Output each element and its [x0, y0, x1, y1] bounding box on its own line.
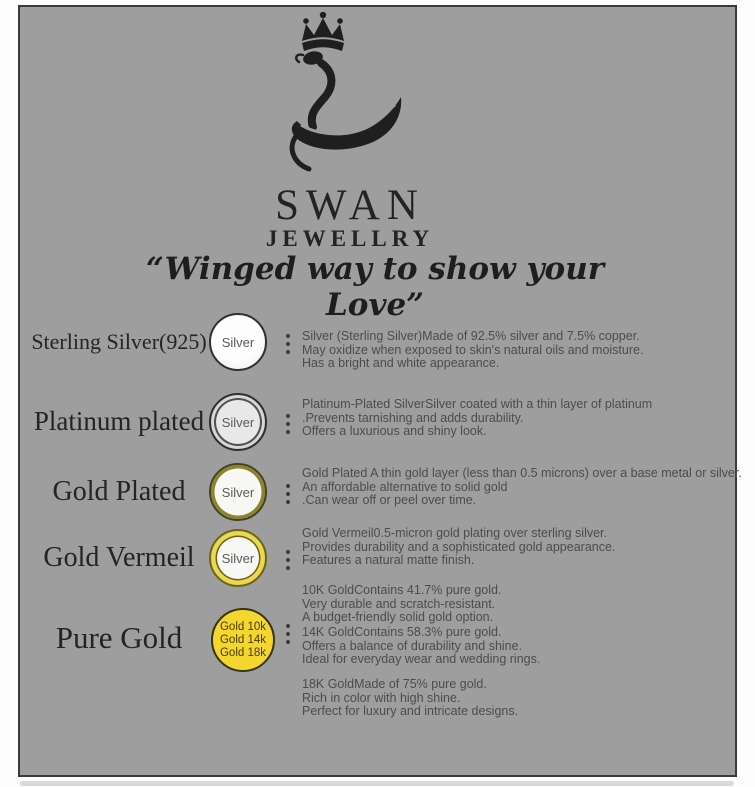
desc-sterling-silver [302, 330, 742, 371]
desc-14k-gold [302, 626, 742, 667]
label-platinum-plated: Platinum plated [33, 406, 205, 436]
swan-icon [292, 50, 401, 169]
desc-line: Provides durability and a sophisticated gold appearance. [302, 539, 616, 554]
badge-text: Gold 10k [219, 620, 267, 633]
desc-line: .Can wear off or peel over time. [302, 493, 477, 508]
dots-divider-icon [286, 550, 290, 570]
desc-line: Features a natural matte finish. [302, 553, 475, 568]
page-edge-shadow [20, 781, 734, 786]
desc-line: Ideal for everyday wear and wedding rings. [302, 652, 541, 667]
badge-text: Silver [221, 550, 255, 566]
dots-divider-icon [286, 484, 290, 504]
desc-10k-gold [302, 584, 742, 625]
crown-icon [302, 12, 344, 51]
desc-line: Offers a balance of durability and shine. [302, 638, 523, 653]
desc-line: An affordable alternative to solid gold [302, 479, 508, 494]
desc-line: 14K GoldContains 58.3% pure gold. [302, 625, 502, 639]
badge-text: Silver [221, 334, 255, 350]
desc-platinum-plated [302, 398, 742, 439]
desc-18k-gold [302, 678, 742, 719]
desc-line: Offers a luxurious and shiny look. [302, 424, 487, 439]
brand-subtitle: JEWELLRY [265, 226, 435, 251]
desc-line: Rich in color with high shine. [302, 690, 461, 705]
pure-gold-badge-icon [211, 608, 275, 672]
desc-line: Very durable and scratch-resistant. [302, 596, 496, 611]
desc-line: 18K GoldMade of 75% pure gold. [302, 677, 487, 691]
badge-text: Silver [221, 414, 255, 430]
desc-line: Gold Plated A thin gold layer (less than 0.5 microns) over a base metal or silver. [302, 466, 742, 480]
label-gold-plated: Gold Plated [52, 476, 186, 507]
gold-plated-badge-icon [209, 463, 267, 521]
label-gold-vermeil: Gold Vermeil [43, 542, 195, 573]
desc-gold-vermeil [302, 527, 742, 568]
badge-text: Gold 18k [219, 646, 267, 659]
silver-badge-icon [209, 313, 267, 371]
label-sterling-silver: Sterling Silver(925) [31, 329, 207, 354]
brand-name: SWAN [275, 182, 425, 229]
desc-line: Silver (Sterling Silver)Made of 92.5% silver and 7.5% copper. [302, 329, 640, 343]
platinum-badge-icon [209, 393, 267, 451]
desc-line: 10K GoldContains 41.7% pure gold. [302, 583, 502, 597]
desc-line: Has a bright and white appearance. [302, 356, 500, 371]
desc-line: Platinum-Plated SilverSilver coated with a thin layer of platinum [302, 397, 653, 411]
desc-gold-plated [302, 467, 742, 508]
dots-divider-icon [286, 334, 290, 354]
dots-divider-icon [286, 414, 290, 434]
badge-text: Gold 14k [219, 633, 267, 646]
dots-divider-icon [286, 624, 290, 644]
desc-line: May oxidize when exposed to skin's natural oils and moisture. [302, 342, 644, 357]
desc-line: .Prevents tarnishing and adds durability. [302, 410, 524, 425]
badge-text: Silver [221, 484, 255, 500]
swan-logo [245, 10, 415, 182]
desc-line: Gold Vermeil0.5-micron gold plating over sterling silver. [302, 526, 607, 540]
desc-line: A budget-friendly solid gold option. [302, 610, 494, 625]
desc-line: Perfect for luxury and intricate designs. [302, 704, 519, 719]
brand-tagline: “Winged way to show your Love” [145, 251, 605, 323]
vermeil-badge-icon [209, 529, 267, 587]
label-pure-gold: Pure Gold [55, 620, 183, 655]
